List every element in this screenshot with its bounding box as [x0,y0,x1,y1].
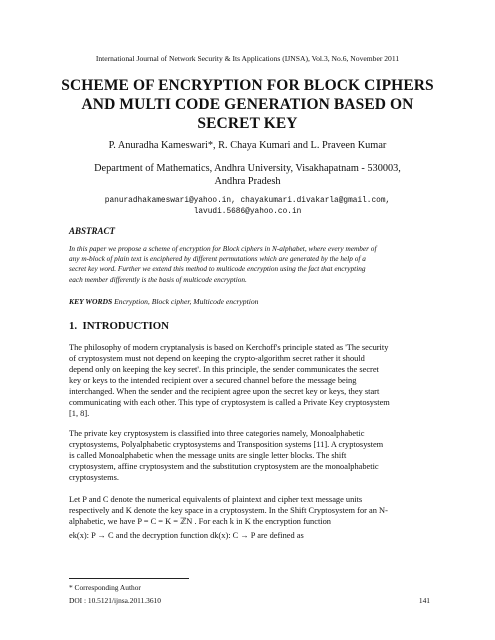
paragraph-line: interchanged. When the sender and the recipient agree upon the secret key or keys, they start [69,387,380,396]
paragraph-line: cryptosystems, Polyalphabetic cryptosystems and Transposition systems [11]. A cryptosystem [69,440,384,449]
intro-paragraph-1 [69,342,429,419]
paper-title-line-3: SECRET KEY [197,115,298,132]
paragraph-line: ek(x): P → C and the decryption function dk(x): C → P are defined as [69,531,304,540]
abstract-line: any m-block of plain text is enciphered by different permutations which are generated by the help of a [69,254,366,264]
paper-title-line-1: SCHEME OF ENCRYPTION FOR BLOCK CIPHERS [61,77,434,94]
authors: P. Anuradha Kameswari*, R. Chaya Kumari and L. Praveen Kumar [108,140,387,151]
emails-line-1: panuradhakameswari@yahoo.in, chayakumari.divakarla@gmail.com, [104,197,391,205]
footnote-divider [69,578,189,579]
keywords-label: KEY WORDS [69,297,113,306]
page-number: 141 [418,596,430,605]
paragraph-line: [1, 8]. [69,409,90,418]
abstract-heading: ABSTRACT [69,226,116,236]
paragraph-line: The private key cryptosystem is classified into three categories namely, Monoalphabetic [69,429,365,438]
doi: DOI : 10.5121/ijnsa.2011.3610 [69,596,161,605]
section-title: INTRODUCTION [82,320,169,332]
paragraph-line: respectively and K denote the key space in a cryptosystem. In the Shift Cryptosystem for an N- [69,506,388,515]
abstract-line: secret key word. Further we extend this method to multicode encryption using the fact that encrypting [69,264,366,274]
paragraph-line: alphabetic, we have P = C = K = ℤN . For each k in K the encryption function [69,517,331,526]
intro-paragraph-2 [69,428,429,483]
abstract-line: In this paper we propose a scheme of encryption for Block ciphers in N-alphabet, where every member of [69,244,377,253]
affiliation-line-2: Andhra Pradesh [214,176,281,187]
paragraph-line: depend only on keeping the key secret'. In this principle, the sender communicates the secret [69,365,379,374]
footnote: * Corresponding Author [69,583,141,592]
paragraph-line: communicating with each other. This type of cryptosystem is called a Private Key cryptosystem [69,398,390,407]
paragraph-line: cryptosystem, affine cryptosystem and the substitution cryptosystem are the monoalphabetic [69,462,379,471]
keywords-value: Encryption, Block cipher, Multicode encryption [114,297,259,306]
paragraph-line: key or keys to the intended recipient over a secured channel before the message being [69,376,357,385]
emails-line-2: lavudi.5686@yahoo.co.in [193,208,302,216]
affiliation-line-1: Department of Mathematics, Andhra University, Visakhapatnam - 530003, [94,163,401,174]
journal-header: International Journal of Network Security & Its Applications (IJNSA), Vol.3, No.6, November 2011 [95,54,400,63]
paragraph-line: of cryptosystem must not depend on keeping the crypto-algorithm secret rather it should [69,354,365,363]
abstract-line: each member differently is the basis of multicode encryption. [69,274,247,284]
section-number: 1. [69,320,78,332]
intro-paragraph-3 [69,494,429,541]
paragraph-line: The philosophy of modern cryptanalysis is based on Kerchoff's principle stated as 'The security [69,343,389,352]
section-heading [69,320,169,332]
paragraph-line: cryptosystems. [69,473,120,482]
paragraph-line: Let P and C denote the numerical equivalents of plaintext and cipher text message units [69,495,363,504]
keywords [69,297,258,306]
abstract-body [69,244,429,285]
paragraph-line: is called Monoalphabetic when the message units are single letter blocks. The shift [69,451,347,460]
paper-title-line-2: AND MULTI CODE GENERATION BASED ON [81,96,414,113]
